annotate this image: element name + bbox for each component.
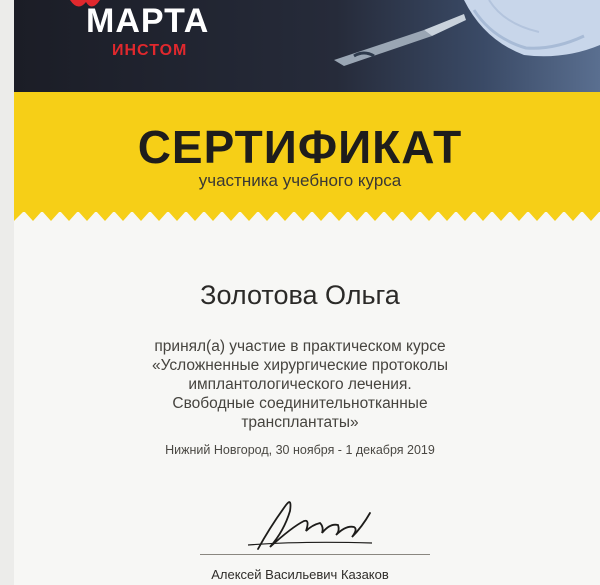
- course-line: Свободные соединительнотканные: [172, 395, 428, 412]
- certificate-subtitle: участника учебного курса: [198, 171, 402, 190]
- course-line: трансплантаты»: [241, 414, 359, 431]
- course-line: «Усложненные хирургические протоколы: [151, 357, 448, 374]
- signature-line: [200, 554, 430, 555]
- logo-brand: МАРТА: [86, 2, 210, 40]
- signer-name: Алексей Васильевич Казаков: [211, 567, 389, 582]
- logo-subtitle: ИНСТОМ: [112, 42, 188, 59]
- course-line: принял(а) участие в практическом курсе: [154, 338, 446, 355]
- header-banner: [14, 0, 600, 92]
- course-description: [0, 337, 600, 432]
- place-and-date: Нижний Новгород, 30 ноября - 1 декабря 2019: [165, 443, 435, 457]
- handwritten-signature: [240, 487, 380, 557]
- gloved-hands-with-scalpel-icon: [314, 0, 600, 92]
- course-line: имплантологического лечения.: [188, 376, 412, 393]
- recipient-name: Золотова Ольга: [200, 280, 400, 310]
- certificate-title: СЕРТИФИКАТ: [137, 121, 463, 173]
- zigzag-edge: [14, 205, 600, 223]
